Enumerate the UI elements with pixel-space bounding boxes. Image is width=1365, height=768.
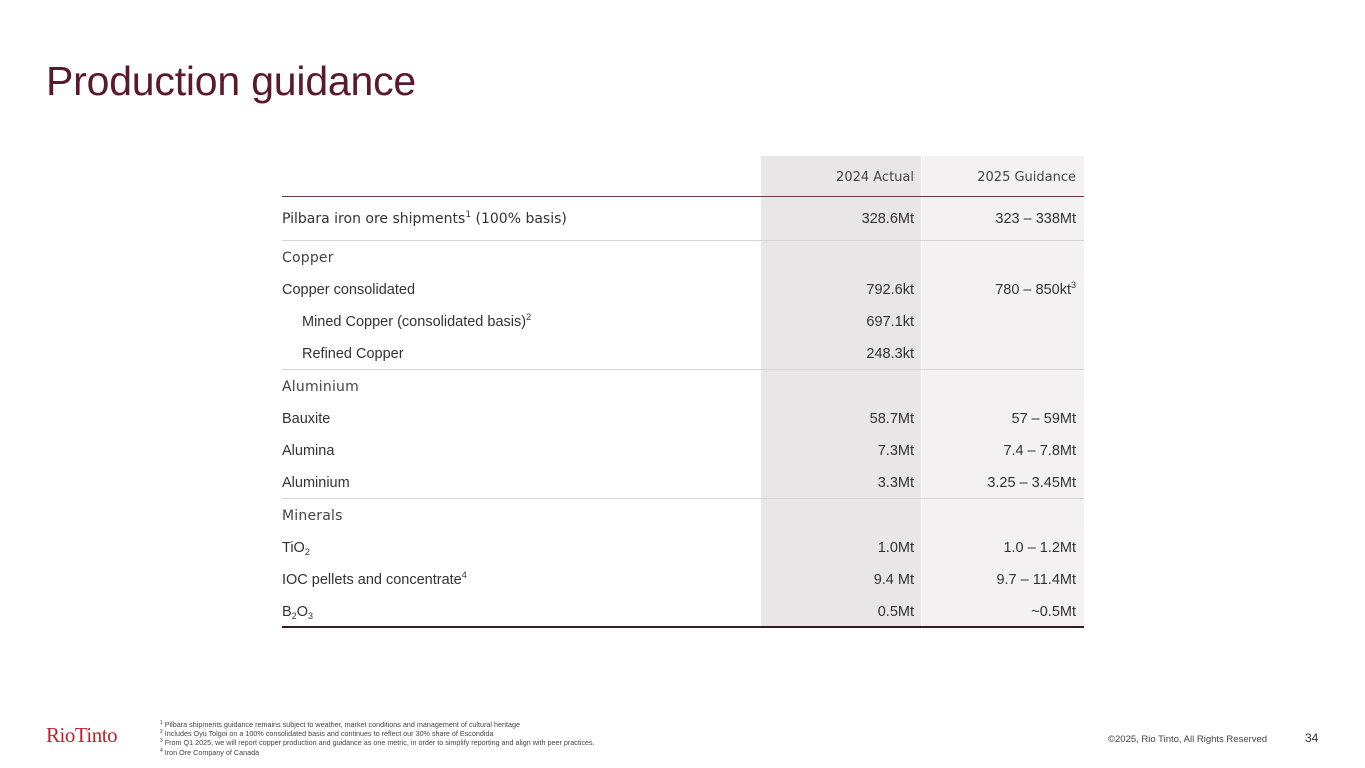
footnote-4: $^4$ Iron Ore Company of Canada	[160, 747, 260, 757]
footnote-3: $^3$ From Q1 2025, we will report copper production and guidance as one metric, in order to simplify reporting and align with peer practices.	[160, 738, 595, 748]
row-divider	[282, 369, 1084, 370]
section-label: Copper	[282, 250, 334, 266]
footnote-2: $^2$ Includes Oyu Tolgoi on a 100% consolidated basis and continues to reflect our 30% share of Escondida	[160, 729, 494, 739]
value-2024: 9.4 Mt	[873, 572, 914, 588]
row-label: Aluminium	[282, 475, 350, 491]
row-label: Pilbara iron ore shipments$^1$ (100% basis)	[282, 210, 567, 227]
page-number: 34	[1305, 731, 1319, 745]
value-2024: 58.7Mt	[869, 411, 914, 427]
value-2025: 7.4 – 7.8Mt	[1003, 443, 1076, 459]
row-label: Copper consolidated	[282, 282, 416, 298]
header-2025-guidance: 2025 Guidance	[977, 170, 1076, 185]
table-bottom-border	[282, 626, 1084, 628]
rio-tinto-logo: RioTinto	[46, 723, 118, 747]
row-label: Mined Copper (consolidated basis)$^2$	[302, 312, 532, 330]
footnotes	[160, 720, 595, 757]
value-2025: 3.25 – 3.45Mt	[987, 475, 1076, 491]
footnote-1: $^1$ Pilbara shipments guidance remains subject to weather, market conditions and management of cultural heritage	[160, 720, 520, 729]
section-label: Minerals	[282, 508, 343, 524]
value-2025: 1.0 – 1.2Mt	[1003, 540, 1076, 556]
value-2025: 57 – 59Mt	[1011, 411, 1076, 427]
row-label: $B_2O_3$	[282, 604, 313, 621]
page-title: Production guidance	[46, 58, 417, 104]
row-label: Refined Copper	[302, 346, 404, 362]
copyright-notice: ©2025, Rio Tinto, All Rights Reserved	[1108, 734, 1268, 745]
value-2024: 248.3kt	[866, 346, 914, 362]
value-2024: 697.1kt	[866, 314, 914, 330]
value-2024: 0.5Mt	[877, 604, 914, 620]
header-2024-actual: 2024 Actual	[836, 170, 914, 185]
header-divider	[282, 196, 1084, 197]
value-2024: 3.3Mt	[877, 475, 914, 491]
value-2024: 1.0Mt	[877, 540, 914, 556]
value-2024: 792.6kt	[866, 282, 914, 298]
row-divider	[282, 498, 1084, 499]
value-2025: $780 - 850kt^3$	[995, 280, 1076, 298]
value-2025: 9.7 – 11.4Mt	[996, 572, 1076, 588]
value-2025: ~0.5Mt	[1031, 604, 1076, 620]
row-label: Bauxite	[282, 411, 331, 427]
row-label: Alumina	[282, 443, 335, 459]
value-2025: 323 – 338Mt	[995, 211, 1076, 227]
value-2024: 328.6Mt	[861, 211, 914, 227]
row-label: TiO$_2$	[282, 540, 310, 557]
value-2024: 7.3Mt	[877, 443, 914, 459]
row-divider	[282, 240, 1084, 241]
section-label: Aluminium	[282, 379, 359, 395]
row-label: IOC pellets and concentrate$^4$	[282, 570, 467, 588]
